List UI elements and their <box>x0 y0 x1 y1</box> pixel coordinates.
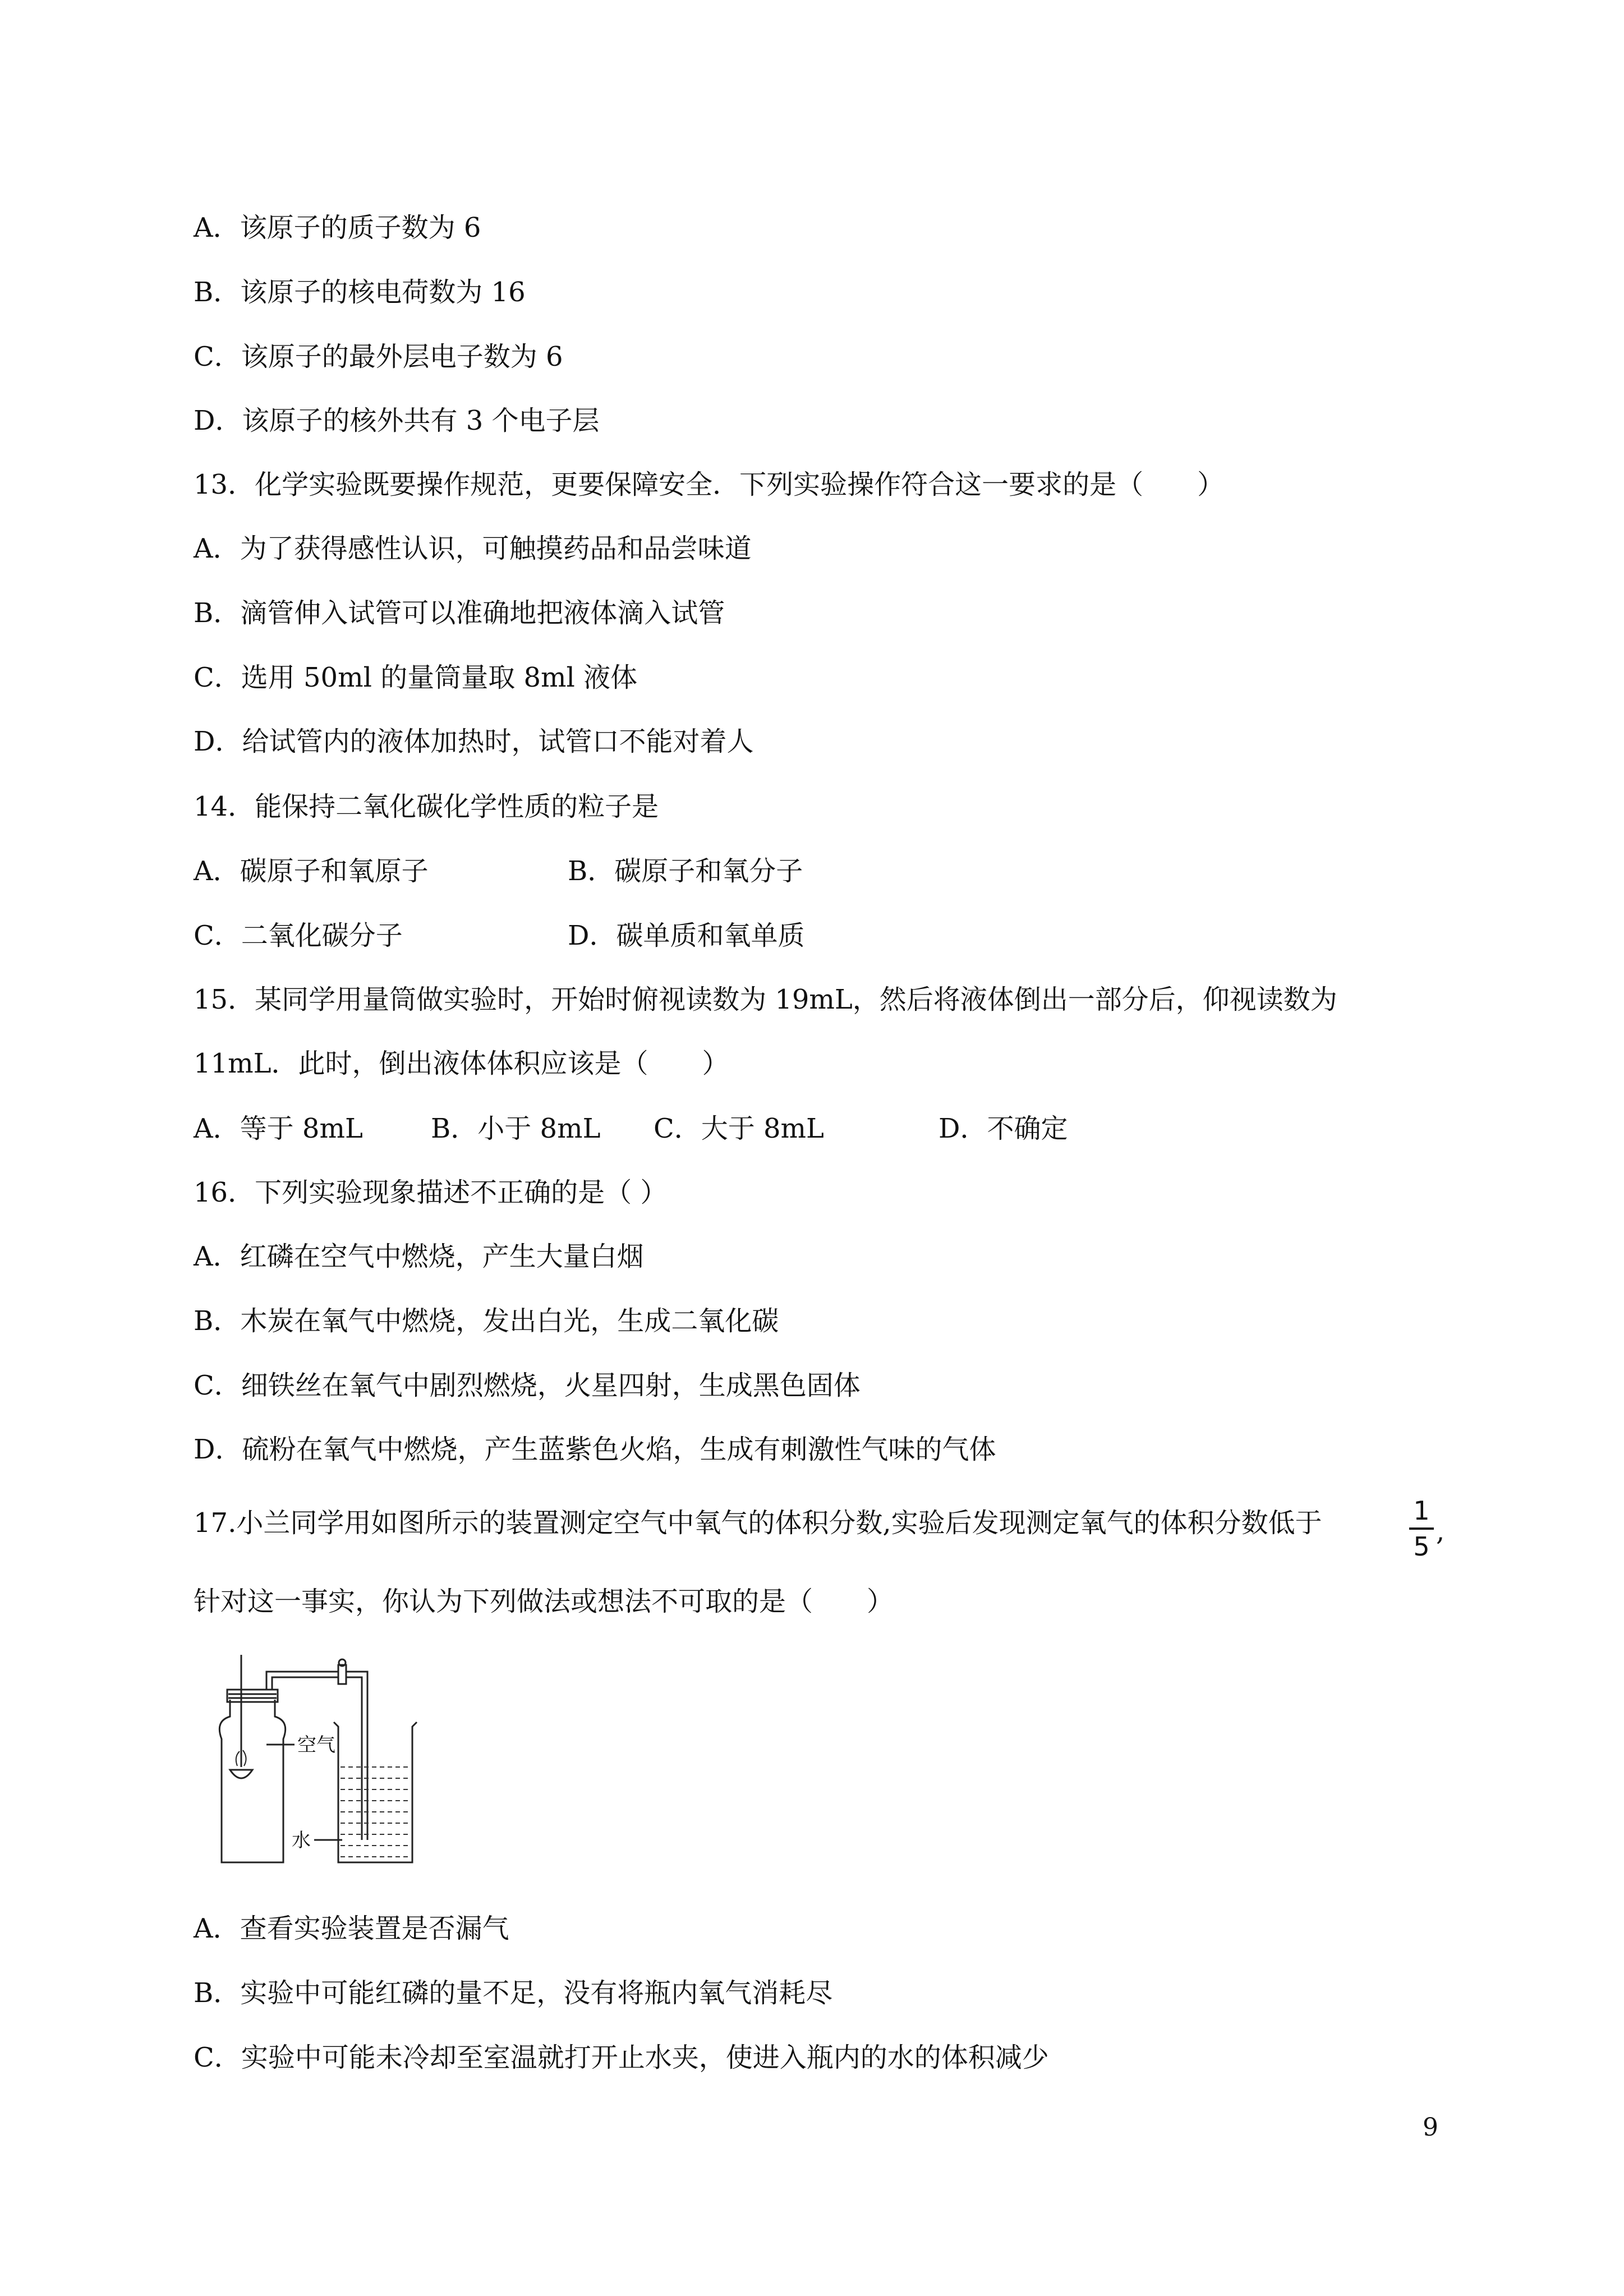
q17-option-a: A．查看实验装置是否漏气 <box>194 1913 509 1944</box>
fraction-denominator: 5 <box>1413 1531 1430 1562</box>
beaker <box>334 1722 417 1862</box>
q15-option-b: B．小于 8mL <box>431 1113 601 1144</box>
collecting-bottle <box>219 1700 285 1862</box>
q17-stem-line2: 针对这一事实，你认为下列做法或想法不可取的是（ ） <box>194 1586 894 1617</box>
q12-option-d: D．该原子的核外共有 3 个电子层 <box>194 405 600 436</box>
q13-option-a: A．为了获得感性认识，可触摸药品和品尝味道 <box>194 533 752 564</box>
q17-option-c: C．实验中可能未冷却至室温就打开止水夹，使进入瓶内的水的体积减少 <box>194 2042 1049 2073</box>
q17-option-b: B．实验中可能红磷的量不足，没有将瓶内氧气消耗尽 <box>194 1977 833 2009</box>
q14-option-d: D．碳单质和氧单质 <box>568 920 805 951</box>
q13-option-b: B．滴管伸入试管可以准确地把液体滴入试管 <box>194 597 725 629</box>
rubber-stopper <box>227 1690 278 1702</box>
q15-stem-line2: 11mL．此时，倒出液体体积应该是（ ） <box>194 1048 729 1079</box>
q15-option-d: D．不确定 <box>938 1113 1068 1144</box>
label-water: 水 <box>292 1829 311 1852</box>
q17-stem-line1: 17.小兰同学用如图所示的装置测定空气中氧气的体积分数,实验后发现测定氧气的体积分数低于 <box>194 1507 1322 1539</box>
oxygen-measurement-apparatus <box>194 1655 457 1868</box>
fraction-one-fifth <box>1409 1495 1434 1562</box>
q12-option-a: A．该原子的质子数为 6 <box>194 212 481 243</box>
q13-option-c: C．选用 50ml 的量筒量取 8ml 液体 <box>194 662 638 693</box>
q14-option-b: B．碳原子和氧分子 <box>568 855 803 887</box>
q14-option-a: A．碳原子和氧原子 <box>194 855 429 887</box>
fraction-numerator: 1 <box>1413 1496 1430 1526</box>
water-clamp <box>338 1665 346 1684</box>
q16-option-d: D．硫粉在氧气中燃烧，产生蓝紫色火焰，生成有刺激性气味的气体 <box>194 1434 996 1465</box>
q17-comma: , <box>1436 1516 1445 1547</box>
beaker-water <box>341 1767 410 1857</box>
q15-option-c: C．大于 8mL <box>654 1113 824 1144</box>
q12-option-c: C．该原子的最外层电子数为 6 <box>194 341 563 372</box>
q12-option-b: B．该原子的核电荷数为 16 <box>194 277 526 308</box>
q15-stem-line1: 15．某同学用量筒做实验时，开始时俯视读数为 19mL，然后将液体倒出一部分后，仰视读数为 <box>194 984 1337 1015</box>
q16-stem: 16．下列实验现象描述不正确的是（ ） <box>194 1177 668 1208</box>
q13-option-d: D．给试管内的液体加热时，试管口不能对着人 <box>194 726 754 757</box>
label-air: 空气 <box>297 1734 335 1756</box>
q16-option-c: C．细铁丝在氧气中剧烈燃烧，火星四射，生成黑色固体 <box>194 1370 861 1401</box>
q15-option-a: A．等于 8mL <box>194 1113 363 1144</box>
q13-stem: 13．化学实验既要操作规范，更要保障安全．下列实验操作符合这一要求的是（ ） <box>194 469 1225 500</box>
q14-option-c: C．二氧化碳分子 <box>194 920 403 951</box>
q16-option-a: A．红磷在空气中燃烧，产生大量白烟 <box>194 1241 644 1272</box>
fraction-bar <box>1409 1527 1434 1530</box>
page-number: 9 <box>1423 2113 1438 2142</box>
q14-stem: 14．能保持二氧化碳化学性质的粒子是 <box>194 791 659 822</box>
q16-option-b: B．木炭在氧气中燃烧，发出白光，生成二氧化碳 <box>194 1305 779 1337</box>
combustion-spoon <box>230 1770 252 1778</box>
